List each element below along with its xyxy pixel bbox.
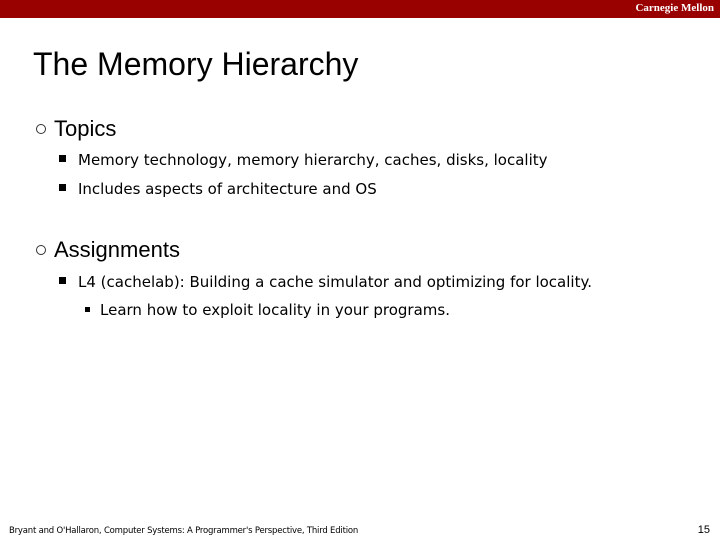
slide-title: The Memory Hierarchy	[33, 46, 359, 82]
list-item-text: Includes aspects of architecture and OS	[78, 180, 377, 198]
square-bullet-icon	[59, 155, 66, 162]
circle-bullet-icon	[36, 245, 46, 255]
small-square-bullet-icon	[85, 307, 90, 312]
brand-label: Carnegie Mellon	[635, 2, 714, 14]
square-bullet-icon	[59, 277, 66, 284]
header-bar	[0, 0, 720, 18]
footer-citation: Bryant and O'Hallaron, Computer Systems: A Programmer's Perspective, Third Edition	[9, 526, 359, 536]
section-heading: Topics	[54, 116, 117, 141]
section-heading: Assignments	[54, 237, 180, 262]
list-item-text: L4 (cachelab): Building a cache simulator and optimizing for locality.	[78, 273, 592, 291]
page-number: 15	[697, 524, 710, 536]
circle-bullet-icon	[36, 124, 46, 134]
list-item-text: Memory technology, memory hierarchy, caches, disks, locality	[78, 151, 548, 169]
square-bullet-icon	[59, 184, 66, 191]
sub-list-item-text: Learn how to exploit locality in your programs.	[100, 301, 450, 319]
